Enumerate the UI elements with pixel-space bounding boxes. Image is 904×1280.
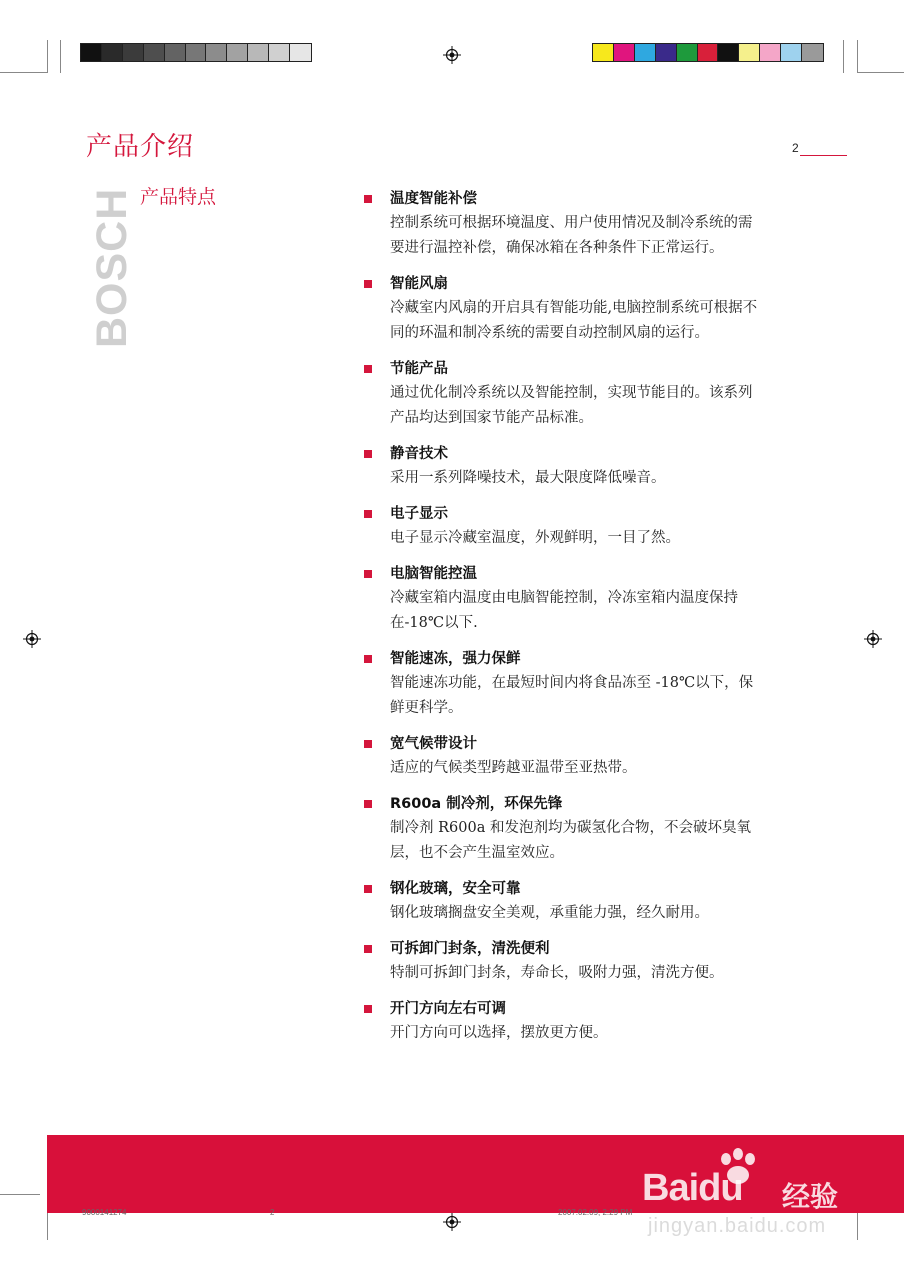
slug-timestamp: 2007.02.09, 2:29 PM — [558, 1208, 633, 1217]
crop-mark — [857, 40, 858, 73]
calibration-swatch — [248, 44, 269, 61]
feature-description-line: 在-18℃以下. — [390, 615, 478, 631]
feature-description-line: 冷藏室内风扇的开启具有智能功能,电脑控制系统可根据不 — [390, 300, 758, 316]
calibration-swatch — [144, 44, 165, 61]
calibration-swatch — [739, 44, 760, 61]
feature-item — [362, 565, 792, 636]
bullet-square-icon — [364, 655, 372, 663]
feature-title: 电子显示 — [390, 506, 448, 522]
crop-mark — [47, 40, 48, 73]
crop-mark — [0, 1194, 40, 1195]
feature-description-line: 同的环温和制冷系统的需要自动控制风扇的运行。 — [390, 325, 709, 341]
bullet-square-icon — [364, 945, 372, 953]
feature-item — [362, 445, 792, 491]
feature-title: 宽气候带设计 — [390, 736, 477, 752]
registration-mark-icon — [23, 630, 41, 648]
feature-item — [362, 360, 792, 431]
feature-title: 可拆卸门封条，清洗便利 — [390, 941, 550, 957]
feature-description-line: 制冷剂 R600a 和发泡剂均为碳氢化合物，不会破坏臭氧 — [390, 820, 751, 836]
feature-description-line: 适应的气候类型跨越亚温带至亚热带。 — [390, 760, 637, 776]
feature-title: 静音技术 — [390, 446, 448, 462]
page-number-rule — [800, 155, 847, 156]
bullet-square-icon — [364, 365, 372, 373]
crop-mark — [843, 40, 844, 73]
calibration-swatch — [718, 44, 739, 61]
slug-code: 9000141274 — [82, 1208, 127, 1217]
calibration-swatch — [760, 44, 781, 61]
page-number: 2 — [792, 141, 799, 155]
calibration-swatch — [677, 44, 698, 61]
feature-description-line: 钢化玻璃搁盘安全美观，承重能力强，经久耐用。 — [390, 905, 709, 921]
calibration-swatch — [593, 44, 614, 61]
feature-title: 节能产品 — [390, 361, 448, 377]
calibration-swatch — [165, 44, 186, 61]
bullet-square-icon — [364, 800, 372, 808]
bullet-square-icon — [364, 195, 372, 203]
page-title: 产品介绍 — [86, 132, 195, 162]
feature-title: 钢化玻璃，安全可靠 — [390, 881, 521, 897]
feature-item — [362, 735, 792, 781]
feature-item — [362, 1000, 792, 1046]
feature-title: 开门方向左右可调 — [390, 1001, 506, 1017]
watermark-label: 经验 — [782, 1180, 839, 1213]
calibration-swatch — [81, 44, 102, 61]
feature-item — [362, 505, 792, 551]
grayscale-calibration-bar — [80, 43, 312, 62]
crop-mark — [0, 72, 47, 73]
feature-description-line: 层，也不会产生温室效应。 — [390, 845, 564, 861]
registration-mark-icon — [864, 630, 882, 648]
brand-logo: BOSCH — [88, 187, 136, 348]
crop-mark — [60, 40, 61, 73]
feature-description-line: 智能速冻功能，在最短时间内将食品冻至 -18℃以下，保 — [390, 675, 754, 691]
feature-item — [362, 880, 792, 926]
bullet-square-icon — [364, 885, 372, 893]
calibration-swatch — [123, 44, 144, 61]
color-calibration-bar — [592, 43, 824, 62]
feature-description-line: 要进行温控补偿，确保冰箱在各种条件下正常运行。 — [390, 240, 724, 256]
bullet-square-icon — [364, 280, 372, 288]
calibration-swatch — [656, 44, 677, 61]
calibration-swatch — [227, 44, 248, 61]
bullet-square-icon — [364, 450, 372, 458]
feature-description-line: 电子显示冷藏室温度，外观鲜明，一目了然。 — [390, 530, 680, 546]
calibration-swatch — [781, 44, 802, 61]
bullet-square-icon — [364, 740, 372, 748]
feature-description-line: 采用一系列降噪技术，最大限度降低噪音。 — [390, 470, 666, 486]
feature-item — [362, 650, 792, 721]
feature-description-line: 冷藏室箱内温度由电脑智能控制，冷冻室箱内温度保持 — [390, 590, 738, 606]
feature-description-line: 控制系统可根据环境温度、用户使用情况及制冷系统的需 — [390, 215, 753, 231]
feature-list — [362, 190, 792, 1046]
calibration-swatch — [102, 44, 123, 61]
calibration-swatch — [290, 44, 311, 61]
watermark-url: jingyan.baidu.com — [648, 1215, 827, 1237]
baidu-jingyan-watermark — [642, 1147, 852, 1247]
registration-mark-icon — [443, 1213, 461, 1231]
section-title: 产品特点 — [140, 186, 217, 208]
calibration-swatch — [269, 44, 290, 61]
watermark-logo: Baidu — [642, 1167, 743, 1209]
bullet-square-icon — [364, 1005, 372, 1013]
feature-description-line: 特制可拆卸门封条，寿命长，吸附力强，清洗方便。 — [390, 965, 724, 981]
feature-item — [362, 795, 792, 866]
feature-description-line: 鲜更科学。 — [390, 700, 463, 716]
calibration-swatch — [186, 44, 207, 61]
slug-page: 2 — [270, 1208, 275, 1217]
bullet-square-icon — [364, 570, 372, 578]
feature-item — [362, 275, 792, 346]
feature-description-line: 开门方向可以选择，摆放更方便。 — [390, 1025, 608, 1041]
feature-title: 温度智能补偿 — [390, 191, 477, 207]
calibration-swatch — [635, 44, 656, 61]
feature-item — [362, 940, 792, 986]
calibration-swatch — [698, 44, 719, 61]
feature-title: R600a 制冷剂，环保先锋 — [390, 796, 563, 812]
calibration-swatch — [614, 44, 635, 61]
feature-title: 电脑智能控温 — [390, 566, 477, 582]
feature-item — [362, 190, 792, 261]
calibration-swatch — [206, 44, 227, 61]
feature-description-line: 产品均达到国家节能产品标准。 — [390, 410, 593, 426]
registration-mark-icon — [443, 46, 461, 64]
calibration-swatch — [802, 44, 823, 61]
crop-mark — [857, 72, 904, 73]
feature-title: 智能速冻，强力保鲜 — [390, 651, 521, 667]
feature-description-line: 通过优化制冷系统以及智能控制，实现节能目的。该系列 — [390, 385, 753, 401]
feature-title: 智能风扇 — [390, 276, 448, 292]
bullet-square-icon — [364, 510, 372, 518]
